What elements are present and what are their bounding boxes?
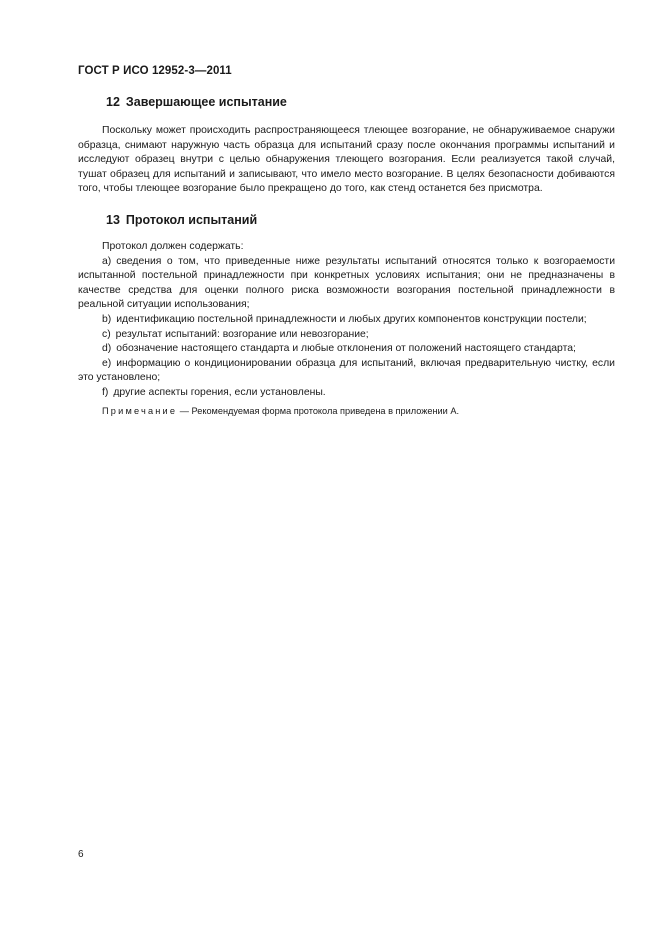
protocol-contents-list <box>78 255 615 401</box>
note-text: — Рекомендуемая форма протокола приведена в приложении А. <box>179 405 460 416</box>
list-item-text: сведения о том, что приведенные ниже результаты испытаний относятся только к возгораемости испытанной постельной принадлежности при конкретных условиях испытания; они не предназначены в качестве средства для оценки полного риска возможности возгорания постельной принадлежности в реальной ситуации использования; <box>78 255 615 311</box>
list-item-text: результат испытаний: возгорание или невозгорание; <box>115 328 369 340</box>
section-12 <box>78 94 615 197</box>
note <box>78 405 615 418</box>
list-item-marker: d) <box>102 343 112 355</box>
list-item <box>78 357 615 386</box>
list-item-marker: a) <box>102 255 112 267</box>
document-header: ГОСТ Р ИСО 12952-3—2011 <box>78 65 232 77</box>
list-item-marker: c) <box>102 328 111 340</box>
list-item-text: идентификацию постельной принадлежности и любых других компонентов конструкции постели; <box>116 313 587 325</box>
section-12-paragraph: Поскольку может происходить распространяющееся тлеющее возгорание, не обнаруживаемое снаружи образца, снимают наружную часть образца для испытаний сразу после окончания программы испытаний и исследуют образец внутри с целью обнаружения тлеющего возгорания. Если реализуется такой случай, тушат образец для испытаний и записывают, что имело место возгорание. В целях безопасности добиваются того, чтобы тлеющее возгорание было прекращено до того, как стенд останется без присмотра. <box>78 125 615 195</box>
section-13 <box>78 212 615 418</box>
section-13-heading <box>78 212 615 228</box>
section-13-number: 13 <box>106 213 120 227</box>
list-item-text: информацию о кондиционировании образца для испытаний, включая предварительную чистку, если это установлено; <box>78 357 615 384</box>
list-item-marker: f) <box>102 386 109 398</box>
list-item <box>78 328 615 343</box>
list-item <box>78 255 615 313</box>
list-item <box>78 313 615 328</box>
list-item-marker: b) <box>102 313 112 325</box>
list-item-text: обозначение настоящего стандарта и любые отклонения от положений настоящего стандарта; <box>116 343 576 355</box>
section-12-number: 12 <box>106 95 120 109</box>
page-number: 6 <box>78 849 84 860</box>
list-item <box>78 342 615 357</box>
section-12-title: Завершающее испытание <box>125 95 287 109</box>
note-label: Примечание <box>102 405 178 416</box>
list-item-marker: e) <box>102 357 112 369</box>
section-12-heading <box>78 94 615 110</box>
list-item-text: другие аспекты горения, если установлены. <box>113 386 326 398</box>
section-13-intro: Протокол должен содержать: <box>102 241 244 252</box>
section-13-title: Протокол испытаний <box>125 213 258 227</box>
list-item <box>78 386 615 401</box>
